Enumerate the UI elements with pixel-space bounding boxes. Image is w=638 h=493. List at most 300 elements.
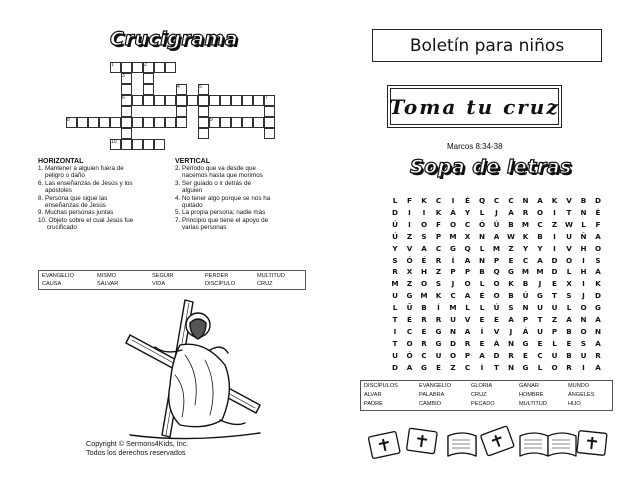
- wordsearch-letter[interactable]: C: [464, 362, 471, 372]
- wordsearch-letter[interactable]: U: [537, 326, 543, 336]
- grid-cell[interactable]: [198, 128, 209, 139]
- grid-cell[interactable]: [220, 95, 231, 106]
- wordsearch-letter[interactable]: G: [450, 243, 456, 253]
- wordsearch-letter[interactable]: B: [508, 291, 514, 301]
- grid-cell[interactable]: [121, 106, 132, 117]
- wordsearch-letter[interactable]: Q: [478, 196, 486, 205]
- grid-cell[interactable]: [264, 128, 275, 139]
- wordsearch-letter[interactable]: K: [595, 279, 601, 289]
- wordsearch-letter[interactable]: Z: [435, 267, 442, 277]
- wordsearch-letter[interactable]: P: [522, 315, 529, 324]
- jesus-carrying-cross-illustration: [110, 295, 280, 445]
- wordsearch-letter[interactable]: C: [537, 350, 543, 360]
- wordsearch-letter[interactable]: L: [392, 303, 398, 313]
- wordsearch-letter[interactable]: O: [464, 279, 471, 289]
- wordsearch-letter[interactable]: I: [553, 243, 556, 253]
- wordsearch-letter[interactable]: K: [435, 207, 442, 217]
- wordsearch-letter[interactable]: Z: [450, 362, 456, 372]
- wordsearch-letter[interactable]: T: [494, 362, 499, 372]
- copyright-line: Todos los derechos reservados: [86, 448, 186, 457]
- wordsearch-letter[interactable]: S: [421, 231, 427, 241]
- grid-cell[interactable]: [187, 95, 198, 106]
- wordsearch-letter[interactable]: Ú: [493, 303, 500, 313]
- wordsearch-letter[interactable]: E: [537, 338, 543, 348]
- word-bank-item: MISMO: [97, 273, 116, 279]
- wordsearch-letter[interactable]: I: [451, 196, 455, 205]
- wordsearch-letter[interactable]: P: [450, 267, 456, 277]
- wordsearch-letter[interactable]: É: [479, 291, 485, 301]
- wordsearch-letter[interactable]: I: [582, 362, 585, 372]
- wordsearch-letter[interactable]: Í: [437, 303, 440, 313]
- wordsearch-letter[interactable]: T: [566, 207, 572, 217]
- copyright-line: Copyright © Sermons4Kids, Inc.: [86, 439, 189, 448]
- wordsearch-letter[interactable]: T: [392, 338, 398, 348]
- wordsearch-letter[interactable]: E: [566, 338, 572, 348]
- wordsearch-letter[interactable]: D: [392, 362, 398, 372]
- wordsearch-letter[interactable]: A: [595, 362, 601, 372]
- wordsearch-letter[interactable]: B: [566, 326, 572, 336]
- wordsearch-letter[interactable]: Í: [480, 326, 484, 336]
- wordsearch-letter[interactable]: C: [435, 196, 442, 205]
- wordsearch-letter[interactable]: E: [479, 338, 485, 348]
- wordsearch-letter[interactable]: X: [566, 279, 572, 289]
- wordsearch-letter[interactable]: Ú: [493, 219, 500, 229]
- wordsearch-letter[interactable]: G: [406, 291, 413, 301]
- wordsearch-letter[interactable]: N: [478, 255, 485, 265]
- wordsearch-letter[interactable]: S: [595, 255, 601, 265]
- wordsearch-letter[interactable]: O: [493, 291, 500, 301]
- wordsearch-letter[interactable]: P: [464, 267, 471, 277]
- word-bank-item: HIJO: [568, 401, 581, 407]
- grid-cell[interactable]: [121, 117, 132, 128]
- grid-cell[interactable]: [198, 106, 209, 117]
- grid-cell[interactable]: [154, 117, 165, 128]
- clue-line: 9. Muchas personas juntas: [38, 209, 114, 217]
- wordsearch-letter[interactable]: P: [551, 326, 558, 336]
- grid-cell[interactable]: [88, 117, 99, 128]
- wordsearch-letter[interactable]: N: [522, 303, 529, 313]
- wordsearch-letter[interactable]: M: [449, 231, 457, 241]
- wordsearch-letter[interactable]: N: [449, 326, 456, 336]
- wordsearch-letter[interactable]: G: [537, 291, 543, 301]
- wordsearch-letter[interactable]: E: [421, 326, 427, 336]
- wordsearch-letter[interactable]: U: [392, 291, 398, 301]
- wordsearch-letter[interactable]: I: [582, 279, 585, 289]
- wordsearch-letter[interactable]: E: [552, 279, 557, 289]
- wordsearch-letter[interactable]: J: [495, 207, 498, 217]
- wordsearch-letter[interactable]: T: [552, 291, 557, 301]
- grid-cell[interactable]: [132, 139, 143, 150]
- wordsearch-letter[interactable]: O: [420, 279, 428, 289]
- wordsearch-letter[interactable]: C: [450, 291, 456, 301]
- wordsearch-letter[interactable]: I: [553, 231, 556, 241]
- grid-cell[interactable]: [242, 95, 253, 106]
- wordsearch-letter[interactable]: M: [391, 279, 399, 289]
- clue-number: 5: [199, 84, 202, 90]
- wordsearch-letter[interactable]: X: [464, 231, 471, 241]
- wordsearch-letter[interactable]: W: [565, 219, 573, 229]
- wordsearch-letter[interactable]: L: [479, 207, 485, 217]
- wordsearch-letter[interactable]: O: [580, 326, 587, 336]
- wordsearch-letter[interactable]: E: [479, 315, 485, 324]
- wordsearch-letter[interactable]: V: [464, 315, 471, 324]
- wordsearch-letter[interactable]: H: [580, 243, 587, 253]
- wordsearch-letter[interactable]: E: [523, 350, 528, 360]
- wordsearch-letter[interactable]: R: [464, 338, 471, 348]
- wordsearch-letter[interactable]: O: [493, 279, 500, 289]
- wordsearch-letter[interactable]: A: [537, 255, 543, 265]
- wordsearch-letter[interactable]: A: [464, 291, 471, 301]
- wordsearch-letter[interactable]: E: [436, 362, 441, 372]
- grid-cell[interactable]: [132, 95, 143, 106]
- wordsearch-letter[interactable]: N: [522, 196, 529, 205]
- clue-number: 2: [144, 62, 147, 68]
- wordsearch-letter[interactable]: Ñ: [580, 231, 587, 241]
- bible-icon: [368, 431, 400, 458]
- wordsearch-letter[interactable]: A: [464, 255, 471, 265]
- wordsearch-letter[interactable]: S: [508, 303, 514, 313]
- wordsearch-letter[interactable]: F: [407, 196, 412, 205]
- grid-cell[interactable]: [165, 117, 176, 128]
- wordsearch-letter[interactable]: M: [492, 243, 501, 253]
- wordsearch-letter[interactable]: Q: [493, 267, 500, 277]
- grid-cell[interactable]: [165, 62, 176, 73]
- wordsearch-letter[interactable]: G: [435, 326, 442, 336]
- grid-cell[interactable]: [143, 139, 154, 150]
- wordsearch-letter[interactable]: A: [595, 231, 601, 241]
- wordsearch-letter[interactable]: K: [508, 279, 514, 289]
- grid-cell[interactable]: [198, 95, 209, 106]
- wordsearch-letter[interactable]: L: [537, 362, 543, 372]
- wordsearch-letter[interactable]: L: [552, 338, 557, 348]
- wordsearch-letter[interactable]: E: [494, 315, 499, 324]
- grid-cell[interactable]: [154, 139, 165, 150]
- wordsearch-letter[interactable]: U: [435, 350, 442, 360]
- wordsearch-letter[interactable]: U: [566, 231, 572, 241]
- wordsearch-letter[interactable]: B: [508, 219, 514, 229]
- wordsearch-letter[interactable]: C: [464, 219, 471, 229]
- wordsearch-letter[interactable]: L: [566, 303, 572, 313]
- wordsearch-letter[interactable]: R: [421, 315, 427, 324]
- wordsearch-letter[interactable]: A: [508, 315, 514, 324]
- wordsearch-letter[interactable]: L: [581, 219, 586, 229]
- wordsearch-letter[interactable]: N: [594, 326, 601, 336]
- clue-line: apóstoles: [38, 187, 72, 195]
- wordsearch-letter[interactable]: F: [595, 219, 601, 229]
- wordsearch-letter[interactable]: M: [536, 267, 544, 277]
- wordsearch-letter[interactable]: Í: [480, 362, 484, 372]
- clue-line: 3. Ser guiado o ir detrás de: [175, 179, 251, 187]
- wordsearch-letter[interactable]: V: [566, 196, 572, 205]
- grid-cell[interactable]: [253, 95, 264, 106]
- grid-cell[interactable]: [264, 117, 275, 128]
- grid-cell[interactable]: [264, 106, 275, 117]
- wordsearch-letter[interactable]: O: [594, 243, 602, 253]
- wordsearch-letter[interactable]: U: [450, 315, 456, 324]
- wordsearch-letter[interactable]: K: [421, 196, 427, 205]
- wordsearch-letter[interactable]: L: [479, 303, 485, 313]
- wordsearch-letter[interactable]: C: [537, 219, 543, 229]
- wordsearch-letter[interactable]: L: [479, 279, 485, 289]
- wordsearch-letter[interactable]: C: [493, 196, 500, 205]
- wordsearch-letter[interactable]: A: [406, 362, 413, 372]
- wordsearch-letter[interactable]: K: [435, 291, 442, 301]
- wordsearch-letter[interactable]: R: [435, 255, 442, 265]
- wordsearch-letter[interactable]: I: [553, 207, 556, 217]
- bible-icon: [406, 428, 437, 454]
- wordsearch-letter[interactable]: Z: [406, 279, 413, 289]
- wordsearch-letter[interactable]: A: [421, 243, 427, 253]
- wordsearch-letter[interactable]: G: [595, 303, 601, 313]
- wordsearch-letter[interactable]: B: [537, 231, 543, 241]
- wordsearch-letter[interactable]: M: [521, 219, 530, 229]
- word-bank-item: CRUZ: [471, 392, 487, 398]
- wordsearch-letter[interactable]: R: [522, 207, 529, 217]
- wordsearch-letter[interactable]: D: [551, 255, 558, 265]
- wordsearch-letter[interactable]: U: [537, 303, 543, 313]
- wordsearch-letter[interactable]: Ü: [406, 303, 413, 313]
- grid-cell[interactable]: [110, 117, 121, 128]
- wordsearch-letter[interactable]: B: [580, 196, 587, 205]
- grid-cell[interactable]: [176, 117, 187, 128]
- wordsearch-letter[interactable]: S: [580, 338, 587, 348]
- word-bank-item: PADRE: [364, 401, 383, 407]
- wordsearch-letter[interactable]: O: [536, 207, 544, 217]
- wordsearch-letter[interactable]: É: [465, 196, 470, 205]
- wordsearch-letter[interactable]: O: [449, 350, 457, 360]
- wordsearch-letter[interactable]: V: [566, 243, 572, 253]
- open-book-icon: [448, 433, 476, 456]
- wordsearch-letter[interactable]: Á: [493, 338, 500, 348]
- grid-cell[interactable]: [121, 128, 132, 139]
- wordsearch-letter[interactable]: C: [406, 326, 413, 336]
- bible-icons-row: [366, 422, 614, 464]
- wordsearch-letter[interactable]: T: [392, 315, 398, 324]
- wordsearch-letter[interactable]: B: [522, 279, 529, 289]
- wordsearch-letter[interactable]: P: [435, 231, 442, 241]
- wordsearch-letter[interactable]: É: [421, 255, 427, 265]
- wordsearch-letter[interactable]: I: [422, 207, 426, 217]
- wordsearch-letter[interactable]: R: [392, 267, 398, 277]
- grid-cell[interactable]: [121, 139, 132, 150]
- wordsearch-letter[interactable]: Y: [464, 207, 471, 217]
- wordsearch-letter[interactable]: L: [465, 303, 470, 313]
- word-bank-item: MULTITUD: [257, 273, 285, 279]
- wordsearch-letter[interactable]: O: [420, 219, 428, 229]
- wordsearch-letter[interactable]: E: [508, 255, 514, 265]
- wordsearch-letter[interactable]: M: [420, 291, 428, 301]
- clue-number: 4: [177, 84, 180, 90]
- grid-cell[interactable]: [154, 95, 165, 106]
- wordsearch-letter[interactable]: Y: [522, 243, 529, 253]
- wordsearch-letter[interactable]: G: [508, 267, 514, 277]
- wordsearch-letter[interactable]: U: [392, 350, 398, 360]
- wordsearch-letter[interactable]: O: [565, 255, 573, 265]
- wordsearch-letter[interactable]: Z: [406, 231, 413, 241]
- clue-line: 6. Las enseñanzas de Jesús y los: [38, 179, 133, 187]
- wordsearch-letter[interactable]: C: [435, 243, 442, 253]
- wordsearch-letter[interactable]: L: [566, 267, 572, 277]
- grid-cell[interactable]: [121, 84, 132, 95]
- wordsearch-letter[interactable]: Á: [450, 207, 456, 217]
- grid-cell[interactable]: [220, 117, 231, 128]
- wordsearch-letter[interactable]: K: [522, 231, 529, 241]
- bible-icon: [577, 431, 607, 456]
- wordsearch-letter[interactable]: É: [407, 315, 412, 324]
- wordsearch-letter[interactable]: A: [595, 338, 601, 348]
- grid-cell[interactable]: [132, 117, 143, 128]
- word-bank-item: ÁNGELES: [568, 392, 595, 398]
- grid-cell[interactable]: [143, 95, 154, 106]
- wordsearch-letter[interactable]: G: [522, 362, 529, 372]
- grid-cell[interactable]: [143, 84, 154, 95]
- clue-line: varias personas: [175, 224, 227, 232]
- wordsearch-letter[interactable]: M: [521, 267, 530, 277]
- grid-cell[interactable]: [132, 62, 143, 73]
- word-bank-item: CRUZ: [257, 281, 273, 287]
- wordsearch-letter[interactable]: U: [551, 350, 558, 360]
- wordsearch-letter[interactable]: L: [392, 196, 398, 205]
- wordsearch-letter[interactable]: B: [421, 303, 427, 313]
- wordsearch-letter[interactable]: G: [522, 338, 529, 348]
- wordsearch-letter[interactable]: R: [566, 362, 572, 372]
- word-bank-item: CAUSA: [42, 281, 62, 287]
- grid-cell[interactable]: [242, 117, 253, 128]
- wordsearch-letter[interactable]: C: [522, 255, 529, 265]
- wordsearch-letter[interactable]: D: [493, 350, 500, 360]
- wordsearch-letter[interactable]: Y: [537, 243, 543, 253]
- wordsearch-letter[interactable]: N: [478, 231, 485, 241]
- wordsearch-letter[interactable]: M: [449, 303, 457, 313]
- wordsearch-letter[interactable]: Ó: [478, 219, 486, 229]
- grid-cell[interactable]: [176, 95, 187, 106]
- wordsearch-letter[interactable]: D: [595, 196, 601, 205]
- wordsearch-letter[interactable]: L: [479, 243, 485, 253]
- grid-cell[interactable]: [99, 117, 110, 128]
- wordsearch-letter[interactable]: R: [508, 350, 514, 360]
- wordsearch-letter[interactable]: D: [392, 207, 398, 217]
- wordsearch-letter[interactable]: Ú: [392, 231, 398, 241]
- wordsearch-letter[interactable]: W: [507, 231, 515, 241]
- wordsearch-letter[interactable]: D: [595, 291, 601, 301]
- grid-cell[interactable]: [231, 117, 242, 128]
- grid-cell[interactable]: [143, 117, 154, 128]
- wordsearch-letter[interactable]: N: [580, 207, 587, 217]
- wordsearch-letter[interactable]: H: [420, 267, 427, 277]
- wordsearch-letter[interactable]: A: [493, 231, 500, 241]
- grid-cell[interactable]: [77, 117, 88, 128]
- wordsearch-letter[interactable]: P: [493, 255, 500, 265]
- wordsearch-letter[interactable]: S: [566, 291, 572, 301]
- grid-cell[interactable]: [209, 95, 220, 106]
- wordsearch-letter[interactable]: É: [595, 207, 601, 217]
- grid-cell[interactable]: [176, 106, 187, 117]
- wordsearch-letter[interactable]: A: [595, 315, 601, 324]
- wordsearch-letter[interactable]: A: [464, 326, 471, 336]
- wordsearch-letter[interactable]: U: [551, 303, 558, 313]
- grid-cell[interactable]: [231, 95, 242, 106]
- wordsearch-letter[interactable]: H: [580, 267, 587, 277]
- word-bank-item: HOMBRE: [519, 392, 544, 398]
- wordsearch-letter[interactable]: Í: [451, 255, 455, 265]
- wordsearch-letter[interactable]: J: [451, 279, 455, 289]
- wordsearch-letter[interactable]: D: [551, 267, 558, 277]
- wordsearch-letter[interactable]: Z: [551, 219, 558, 229]
- wordsearch-letter[interactable]: A: [537, 196, 543, 205]
- word-bank-item: SEGUIR: [152, 273, 174, 279]
- wordsearch-letter[interactable]: G: [435, 338, 442, 348]
- wordsearch-letter[interactable]: F: [436, 219, 441, 229]
- wordsearch-letter[interactable]: O: [449, 219, 457, 229]
- word-bank-item: MULTITUD: [519, 401, 547, 407]
- wordsearch-letter[interactable]: Ú: [392, 219, 398, 229]
- wordsearch-letter[interactable]: I: [408, 219, 411, 229]
- wordsearch-letter[interactable]: A: [508, 207, 514, 217]
- wordsearch-letter[interactable]: P: [464, 350, 471, 360]
- wordsearch-letter[interactable]: O: [406, 338, 413, 348]
- grid-cell[interactable]: [154, 62, 165, 73]
- wordsearch-letter[interactable]: B: [566, 350, 572, 360]
- wordsearch-letter[interactable]: A: [479, 350, 485, 360]
- wordsearch-letter[interactable]: Ó: [406, 255, 413, 265]
- wordsearch-letter[interactable]: Q: [464, 243, 471, 253]
- wordsearch-letter[interactable]: A: [566, 315, 572, 324]
- wordsearch-letter[interactable]: N: [580, 315, 587, 324]
- wordsearch-letter[interactable]: Ó: [406, 350, 413, 360]
- wordsearch-letter[interactable]: R: [595, 350, 601, 360]
- wordsearch-letter[interactable]: Y: [392, 243, 398, 253]
- wordsearch-letter[interactable]: D: [450, 338, 456, 348]
- wordsearch-letter[interactable]: C: [508, 196, 514, 205]
- wordsearch-letter[interactable]: I: [582, 255, 585, 265]
- wordsearch-letter[interactable]: C: [421, 350, 427, 360]
- wordsearch-letter[interactable]: B: [479, 267, 485, 277]
- wordsearch-letter[interactable]: G: [421, 362, 427, 372]
- wordsearch-letter[interactable]: J: [509, 326, 513, 336]
- wordsearch-letter[interactable]: K: [551, 196, 558, 205]
- grid-cell[interactable]: [121, 62, 132, 73]
- wordsearch-letter[interactable]: V: [406, 243, 413, 253]
- wordsearch-letter[interactable]: S: [435, 279, 442, 289]
- grid-cell[interactable]: [253, 117, 264, 128]
- grid-cell[interactable]: [198, 117, 209, 128]
- wordsearch-letter[interactable]: V: [493, 326, 500, 336]
- wordsearch-letter[interactable]: O: [580, 303, 587, 313]
- wordsearch-letter[interactable]: U: [580, 350, 587, 360]
- wordsearch-letter[interactable]: J: [538, 279, 542, 289]
- wordsearch-letter[interactable]: Z: [508, 243, 514, 253]
- wordsearch-letter[interactable]: S: [392, 255, 398, 265]
- wordsearch-letter[interactable]: T: [537, 315, 543, 324]
- wordsearch-letter[interactable]: R: [435, 315, 442, 324]
- wordsearch-letter[interactable]: N: [507, 362, 514, 372]
- grid-cell[interactable]: [165, 95, 176, 106]
- clue-number: 1: [111, 62, 114, 68]
- wordsearch-letter[interactable]: Z: [551, 315, 558, 324]
- wordsearch-letter[interactable]: I: [393, 326, 397, 336]
- grid-cell[interactable]: [143, 73, 154, 84]
- wordsearch-letter[interactable]: I: [408, 207, 411, 217]
- wordsearch-letter[interactable]: O: [551, 362, 558, 372]
- wordsearch-letter[interactable]: Ú: [522, 291, 529, 301]
- wordsearch-letter[interactable]: N: [507, 338, 514, 348]
- wordsearch-letter[interactable]: J: [582, 291, 585, 301]
- horizontal-heading: HORIZONTAL: [38, 158, 84, 165]
- wordsearch-letter[interactable]: A: [595, 267, 601, 277]
- wordsearch-letter[interactable]: Á: [522, 326, 529, 336]
- wordsearch-letter[interactable]: R: [421, 338, 427, 348]
- wordsearch-letter[interactable]: X: [406, 267, 413, 277]
